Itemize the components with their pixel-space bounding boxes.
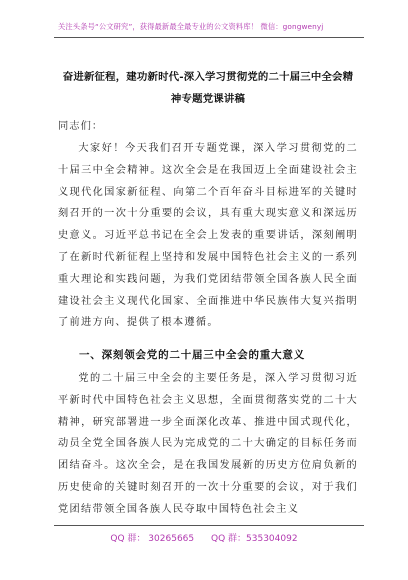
footer-contact [0, 531, 408, 544]
footer-qq-group-1: QQ 群： 30265665 [110, 534, 195, 544]
header-banner: 关注头条号“公文研究”，获得最新最全最专业的公文资料库！ 微信：gongwenyj [58, 22, 324, 31]
body-paragraph-section-1: 党的二十届三中全会的主要任务是，深入学习贯彻习近平新时代中国特色社会主义思想，全面贯彻落实党的二十大精神，研究部署进一步全面深化改革、推进中国式现代化，动员全党全国各族人民为完成党的二十大确定的目标任务而团结奋斗。这次全会，是在我国发展新的历史方位肩负新的历史使命的关键时刻召开的一次十分重要的会议，对于我们党团结带领全国各族人民夺取中国特色社会主义 [58, 373, 358, 515]
footer-divider [54, 525, 364, 526]
document-title: 奋进新征程，建功新时代-深入学习贯彻党的二十届三中全会精神专题党课讲稿 [62, 71, 354, 105]
footer-qq-group-2: QQ 群：535304092 [211, 534, 298, 544]
salutation: 同志们： [58, 120, 104, 132]
body-paragraph-intro: 大家好！今天我们召开专题党课，深入学习贯彻党的二十届三中全会精神。这次全会是在我国迈上全面建设社会主义现代化国家新征程、向第二个百年奋斗目标进军的关键时刻召开的一次十分重要的会议，具有重大现实意义和深远历史意义。习近平总书记在全会上发表的重要讲话，深刻阐明了在新时代新征程上坚持和发展中国特色社会主义的一系列重大理论和实践问题，为我们党团结带领全国各族人民全面建设社会主义现代化国家、全面推进中华民族伟大复兴指明了前进方向、提供了根本遵循。 [58, 143, 358, 329]
section-heading-1: 一、深刻领会党的二十届三中全会的重大意义 [79, 349, 305, 361]
header-divider [54, 37, 364, 38]
